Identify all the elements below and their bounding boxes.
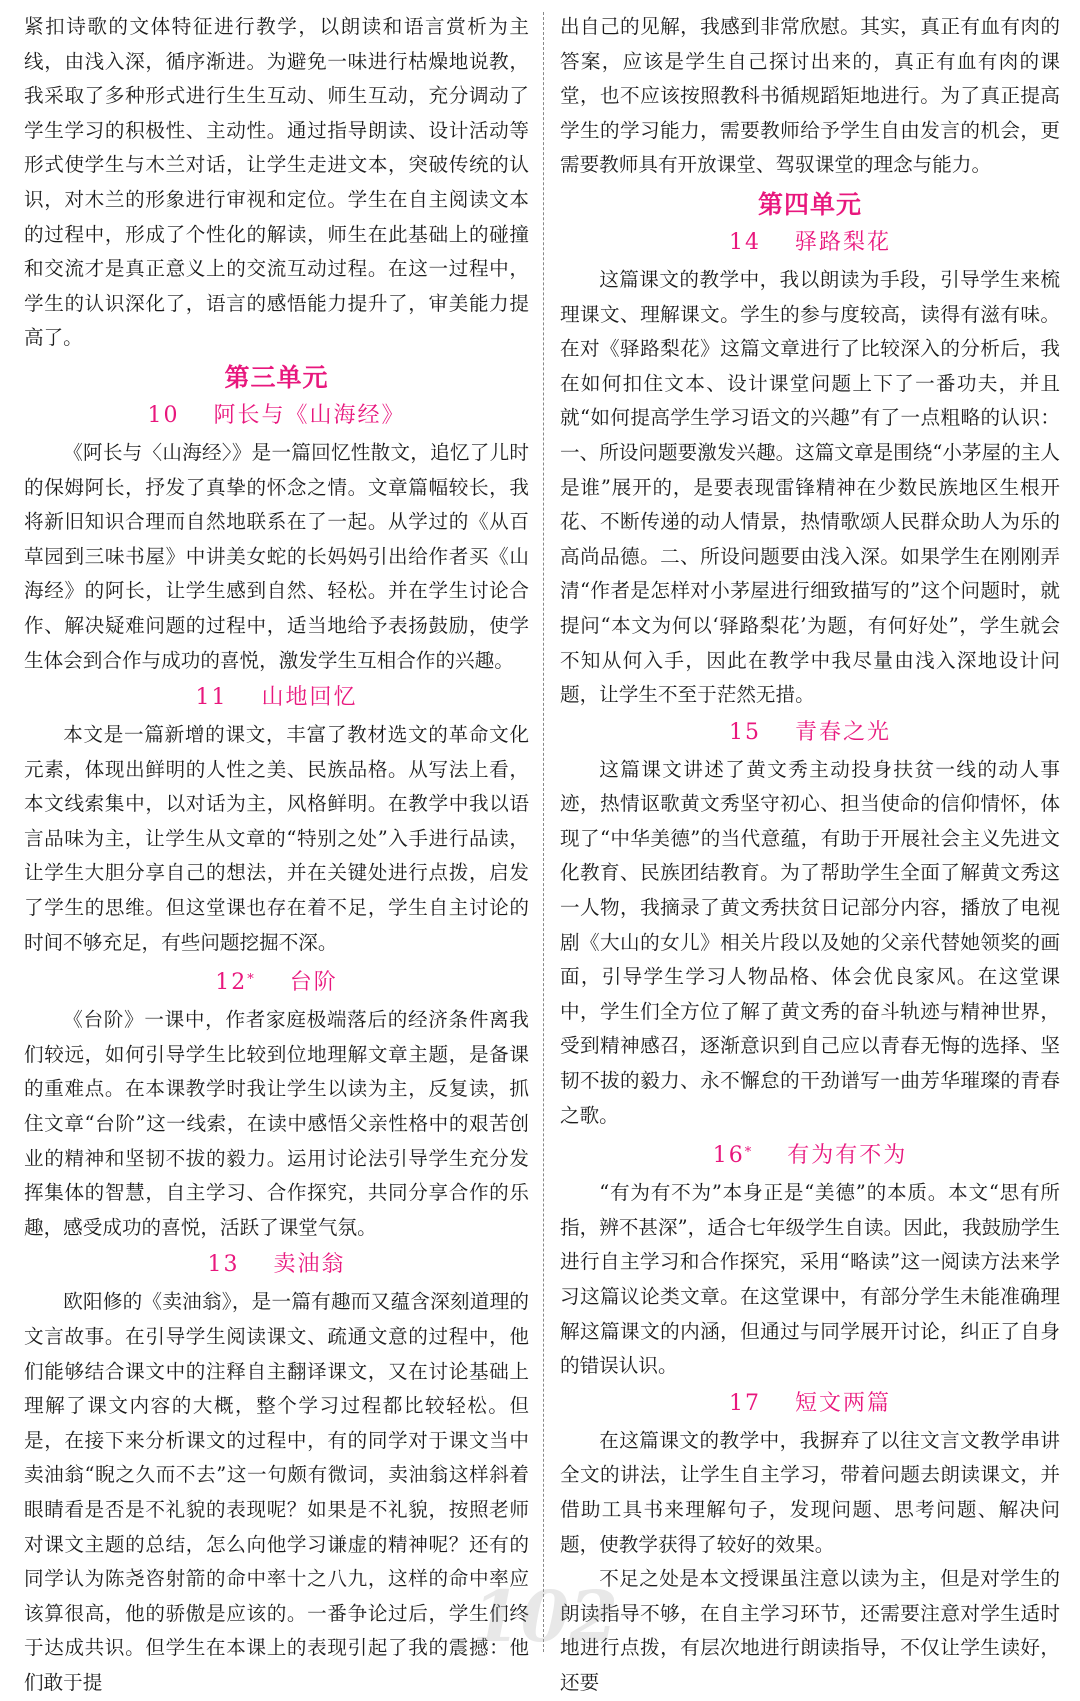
lesson-number-text: 16 [712, 1143, 745, 1169]
lesson-title: 短文两篇 [794, 1390, 891, 1416]
lesson-heading-11 [24, 680, 529, 716]
page-number-watermark: 102 [472, 1575, 619, 1658]
lesson-title: 卖油翁 [273, 1252, 346, 1278]
lesson-heading-10 [24, 398, 529, 434]
lesson-number: 10 [147, 402, 180, 428]
self-study-star: * [247, 972, 256, 988]
lesson-paragraph: “有为有不为”本身正是“美德”的本质。本文“思有所指，辨不甚深”，适合七年级学生自读。因此，我鼓励学生进行自主学习和合作探究，采用“略读”这一阅读方法来学习这篇议论类文章。在这堂课中，有部分学生未能准确理解这篇课文的内涵，但通过与同学展开讨论，纠正了自身的错误认识。 [560, 1181, 1060, 1378]
continued-paragraph: 紧扣诗歌的文体特征进行教学，以朗读和语言赏析为主线，由浅入深，循序渐进。为避免一味进行枯燥地说教，我采取了多种形式进行生生互动、师生互动，充分调动了学生学习的积极性、主动性。通过指导朗读、设计活动等形式使学生与木兰对话，让学生走进文本，突破传统的认识，对木兰的形象进行审视和定位。学生在自主阅读文本的过程中，形成了个性化的解读，师生在此基础上的碰撞和交流才是真正意义上的交流互动过程。在这一过程中，学生的认识深化了，语言的感悟能力提升了，审美能力提高了。 [24, 15, 529, 350]
lesson-title: 阿长与《山海经》 [213, 402, 406, 428]
lesson-number-text: 12 [215, 970, 248, 996]
lesson-paragraph: 这篇课文的教学中，我以朗读为手段，引导学生来梳理课文、理解课文。学生的参与度较高，读得有滋有味。在对《驿路梨花》这篇文章进行了比较深入的分析后，我在如何扣住文本、设计课堂问题上下了一番功夫，并且就“如何提高学生学习语文的兴趣”有了一点粗略的认识：一、所设问题要激发兴趣。这篇文章是围绕“小茅屋的主人是谁”展开的，是要表现雷锋精神在少数民族地区生根开花、不断传递的动人情景，热情歌颂人民群众助人为乐的高尚品德。二、所设问题要由浅入深。如果学生在刚刚弄清“作者是怎样对小茅屋进行细致描写的”这个问题时，就提问“本文为何以‘驿路梨花’为题，有何好处”，学生就会不知从何入手，因此在教学中我尽量由浅入深地设计问题，让学生不至于茫然无措。 [560, 267, 1060, 707]
self-study-star: * [744, 1145, 754, 1161]
lesson-number: 13 [207, 1252, 240, 1278]
lesson-number: 15 [728, 719, 761, 745]
lesson-heading-12 [24, 962, 529, 1001]
lesson-title: 山地回忆 [261, 685, 358, 711]
column-divider [543, 12, 544, 1652]
lesson-paragraph: 在这篇课文的教学中，我摒弃了以往文言文教学串讲全文的讲法，让学生自主学习，带着问题去朗读课文，并借助工具书来理解句子，发现问题、思考问题、解决问题，使教学获得了较好的效果。 [560, 1428, 1060, 1556]
lesson-heading-15 [560, 715, 1060, 751]
lesson-paragraph: 本文是一篇新增的课文，丰富了教材选文的革命文化元素，体现出鲜明的人性之美、民族品格。从写法上看，本文线索集中，以对话为主，风格鲜明。在教学中我以语言品味为主，让学生从文章的“特别之处”入手进行品读，让学生大胆分享自己的想法，并在关键处进行点拨，启发了学生的思维。但这堂课也存在着不足，学生自主讨论的时间不够充足，有些问题挖掘不深。 [24, 723, 529, 954]
lesson-paragraph: 欧阳修的《卖油翁》，是一篇有趣而又蕴含深刻道理的文言故事。在引导学生阅读课文、疏通文意的过程中，他们能够结合课文中的注释自主翻译课文，又在讨论基础上理解了课文内容的大概，整个学习过程都比较轻松。但是，在接下来分析课文的过程中，有的同学对于课文当中卖油翁“睨之久而不去”这一句颇有微词，卖油翁这样斜着眼睛看是否是不礼貌的表现呢？如果是不礼貌，按照老师对课文主题的总结，怎么向他学习谦虚的精神呢？还有的同学认为陈尧咨射箭的命中率十之八九，这样的命中率应该算很高，他的骄傲是应该的。一番争论过后，学生们终于达成共识。但学生在本课上的表现引起了我的震撼：他们敢于提 [24, 1290, 529, 1694]
right-column [560, 10, 1060, 1701]
unit-heading-3: 第三单元 [224, 362, 329, 392]
lesson-paragraph-2: 不足之处是本文授课虽注意以读为主，但是对学生的朗读指导不够，在自主学习环节，还需要注意对学生适时地进行点拨，有层次地进行朗读指导，不仅让学生读好，还要 [560, 1567, 1060, 1694]
lesson-number [713, 1143, 754, 1168]
lesson-number [215, 970, 256, 995]
lesson-paragraph: 《台阶》一课中，作者家庭极端落后的经济条件离我们较远，如何引导学生比较到位地理解文章主题，是备课的重难点。在本课教学时我让学生以读为主，反复读，抓住文章“台阶”这一线索，在读中感悟父亲性格中的艰苦创业的精神和坚韧不拔的毅力。运用讨论法引导学生充分发挥集体的智慧，自主学习、合作探究，共同分享合作的乐趣，感受成功的喜悦，活跃了课堂气氛。 [24, 1008, 529, 1239]
lesson-heading-16 [560, 1135, 1060, 1174]
lesson-heading-14 [560, 225, 1060, 261]
lesson-title: 台阶 [289, 970, 338, 996]
lesson-title: 驿路梨花 [794, 229, 891, 255]
lesson-number: 14 [728, 229, 761, 255]
lesson-title: 有为有不为 [787, 1143, 908, 1169]
lesson-heading-17 [560, 1386, 1060, 1422]
unit-heading-4: 第四单元 [757, 189, 862, 219]
lesson-number: 17 [728, 1390, 761, 1416]
continued-paragraph: 出自己的见解，我感到非常欣慰。其实，真正有血有肉的答案，应该是学生自己探讨出来的，真正有血有肉的课堂，也不应该按照教科书循规蹈矩地进行。为了真正提高学生的学习能力，需要教师给予学生自由发言的机会，更需要教师具有开放课堂、驾驭课堂的理念与能力。 [560, 15, 1060, 177]
lesson-paragraph: 这篇课文讲述了黄文秀主动投身扶贫一线的动人事迹，热情讴歌黄文秀坚守初心、担当使命的信仰情怀，体现了“中华美德”的当代意蕴，有助于开展社会主义先进文化教育、民族团结教育。为了帮助学生全面了解黄文秀这一人物，我摘录了黄文秀扶贫日记部分内容，播放了电视剧《大山的女儿》相关片段以及她的父亲代替她领奖的画面，引导学生学习人物品格、体会优良家风。在这堂课中，学生们全方位了解了黄文秀的奋斗轨迹与精神世界，受到精神感召，逐渐意识到自己应以青春无悔的选择、坚韧不拔的毅力、永不懈怠的干劲谱写一曲芳华璀璨的青春之歌。 [560, 757, 1060, 1127]
left-column [24, 10, 529, 1701]
lesson-title: 青春之光 [794, 719, 891, 745]
lesson-heading-13 [24, 1247, 529, 1283]
lesson-paragraph: 《阿长与〈山海经〉》是一篇回忆性散文，追忆了儿时的保姆阿长，抒发了真挚的怀念之情。文章篇幅较长，我将新旧知识合理而自然地联系在了一起。从学过的《从百草园到三味书屋》中讲美女蛇的长妈妈引出给作者买《山海经》的阿长，让学生感到自然、轻松。并在学生讨论合作、解决疑难问题的过程中，适当地给予表扬鼓励，使学生体会到合作与成功的喜悦，激发学生互相合作的兴趣。 [24, 440, 529, 672]
lesson-number: 11 [195, 685, 228, 711]
